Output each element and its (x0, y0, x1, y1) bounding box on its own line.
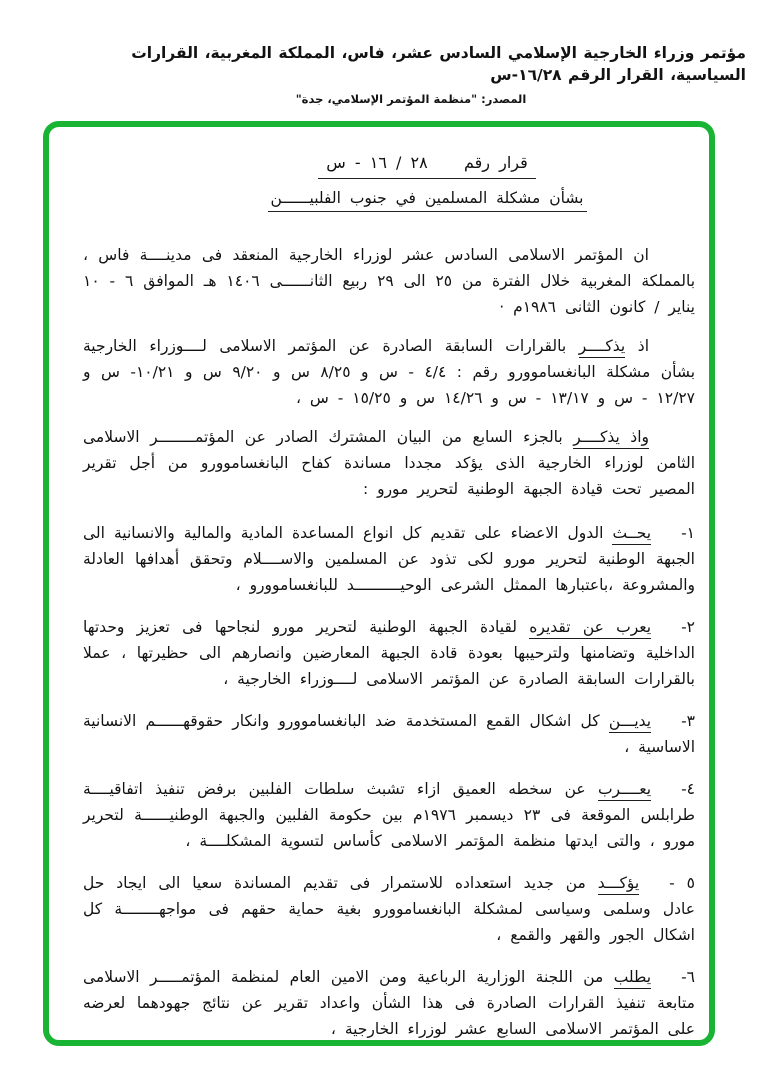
paragraph-keyword: واذ يذكــــر (573, 428, 649, 449)
preamble-paragraph (83, 333, 695, 411)
item-keyword: يعرب عن تقديره (529, 618, 651, 639)
item-text: من جديد استعداده للاستمرار فى تقديم المساندة سعيا الى ايجاد حل عادل وسلمى وسياسى لمشكلة البانغساموورو بغية حماية حقهم فى مواجهــــــــة كل اشكال الجور والقهر والقمع ، (83, 874, 695, 944)
resolution-frame (43, 121, 715, 1046)
item-text: من اللجنة الوزارية الرباعية ومن الامين العام لمنظمة المؤتمـــــر الاسلامى متابعة تنفيذ القرارات الصادرة فى هذا الشأن واعداد تقرير عن نتائج جهودهما لعرضه على المؤتمر الاسلامى السابع عشر لوزراء الخارجية ، (83, 968, 695, 1038)
resolution-body (79, 242, 695, 1042)
item-keyword: يطلب (614, 968, 651, 989)
paragraph-prefix: اذ (625, 337, 650, 355)
item-keyword: يحــث (612, 524, 651, 545)
operative-item (83, 776, 695, 854)
item-number: ٦- (681, 968, 695, 986)
item-number: ٢- (681, 618, 695, 636)
document-header (0, 0, 762, 106)
resolution-number-title: قرار رقم ٢٨ / ١٦ - س (318, 153, 536, 179)
item-text: كل اشكال القمع المستخدمة ضد البانغساموورو وانكار حقوقهــــــم الانسانية الاساسية ، (83, 712, 695, 756)
resolution-subject-title: بشأن مشكلة المسلمين في جنوب الفلبيــــــن (268, 189, 587, 212)
paragraph-text: بالجزء السابع من البيان المشترك الصادر عن المؤتمــــــــر الاسلامى الثامن لوزراء الخارجية الذى يؤكد مجددا مساندة كفاح البانغساموورو من أجل تقرير المصير تحت قيادة الجبهة الوطنية لتحرير مورو : (83, 428, 695, 498)
item-keyword: يعــــرب (598, 780, 651, 801)
item-number: ١- (681, 524, 695, 542)
source-line: المصدر: "منظمة المؤتمر الإسلامي، جدة" (295, 92, 527, 106)
operative-item (83, 708, 695, 760)
paragraph-keyword: يذكــــر (579, 337, 626, 358)
paragraph-text: بالقرارات السابقة الصادرة عن المؤتمر الاسلامى لــــوزراء الخارجية بشأن مشكلة البانغساموورو رقم : ٤/٤ - س و ٨/٢٥ س و ٩/٢٠ س و ١٠/٢١- س و ١٢/٢٧ - س و ١٣/١٧ - س و ١٤/٢٦ س و ١٥/٢٥ - س ، (83, 337, 696, 407)
item-text: عن سخطه العميق ازاء تشبث سلطات الفلبين برفض تنفيذ اتفاقيــــة طرابلس الموقعة فى ٢٣ ديسمبر ١٩٧٦م بين حكومة الفلبين والجبهة الوطنيــــــة لتحرير مورو ، والتى ايدتها منظمة المؤتمر الاسلامى كأساس لتسوية المشكلــــة ، (83, 780, 695, 850)
item-text: الدول الاعضاء على تقديم كل انواع المساعدة المادية والمالية والانسانية الى الجبهة الوطنية لتحرير مورو لكى تذود عن المسلمين والاســــلام وتحقق أهدافها العادلة والمشروعة ،باعتبارها الممثل الشرعى الوحيــــــــــد للبانغساموورو ، (83, 524, 695, 594)
operative-item (83, 614, 695, 692)
item-keyword: يؤكـــد (598, 874, 639, 895)
item-number: ٥ - (669, 874, 695, 892)
operative-item (83, 520, 695, 598)
resolution-titles (187, 153, 667, 212)
item-text: لقيادة الجبهة الوطنية لتحرير مورو لنجاحها فى تعزيز وحدتها الداخلية وتضامنها ولترحيبها بعودة قادة الجبهة المعارضين وانصارهم الى حظيرتها ، عملا بالقرارات السابقة الصادرة عن المؤتمر الاسلامى لــــوزراء الخارجية ، (83, 618, 695, 688)
item-number: ٣- (681, 712, 695, 730)
operative-item (83, 964, 695, 1042)
item-keyword: يديـــن (609, 712, 651, 733)
operative-item (83, 870, 695, 948)
preamble-paragraph (83, 424, 695, 502)
conference-title-line: مؤتمر وزراء الخارجية الإسلامي السادس عشر، فاس، المملكة المغربية، القرارات السياسية، القرار الرقم ١٦/٢٨-س (131, 44, 746, 84)
item-number: ٤- (681, 780, 695, 798)
preamble-paragraph (83, 242, 695, 320)
paragraph-prefix: ان المؤتمر الاسلامى السادس عشر لوزراء الخارجية المنعقد فى مدينــــة فاس ، بالمملكة المغربية خلال الفترة من ٢٥ الى ٢٩ ربيع الثانــــــى ١٤٠٦ هـ الموافق ٦ - ١٠ يناير / كانون الثانى ١٩٨٦م · (83, 246, 696, 316)
